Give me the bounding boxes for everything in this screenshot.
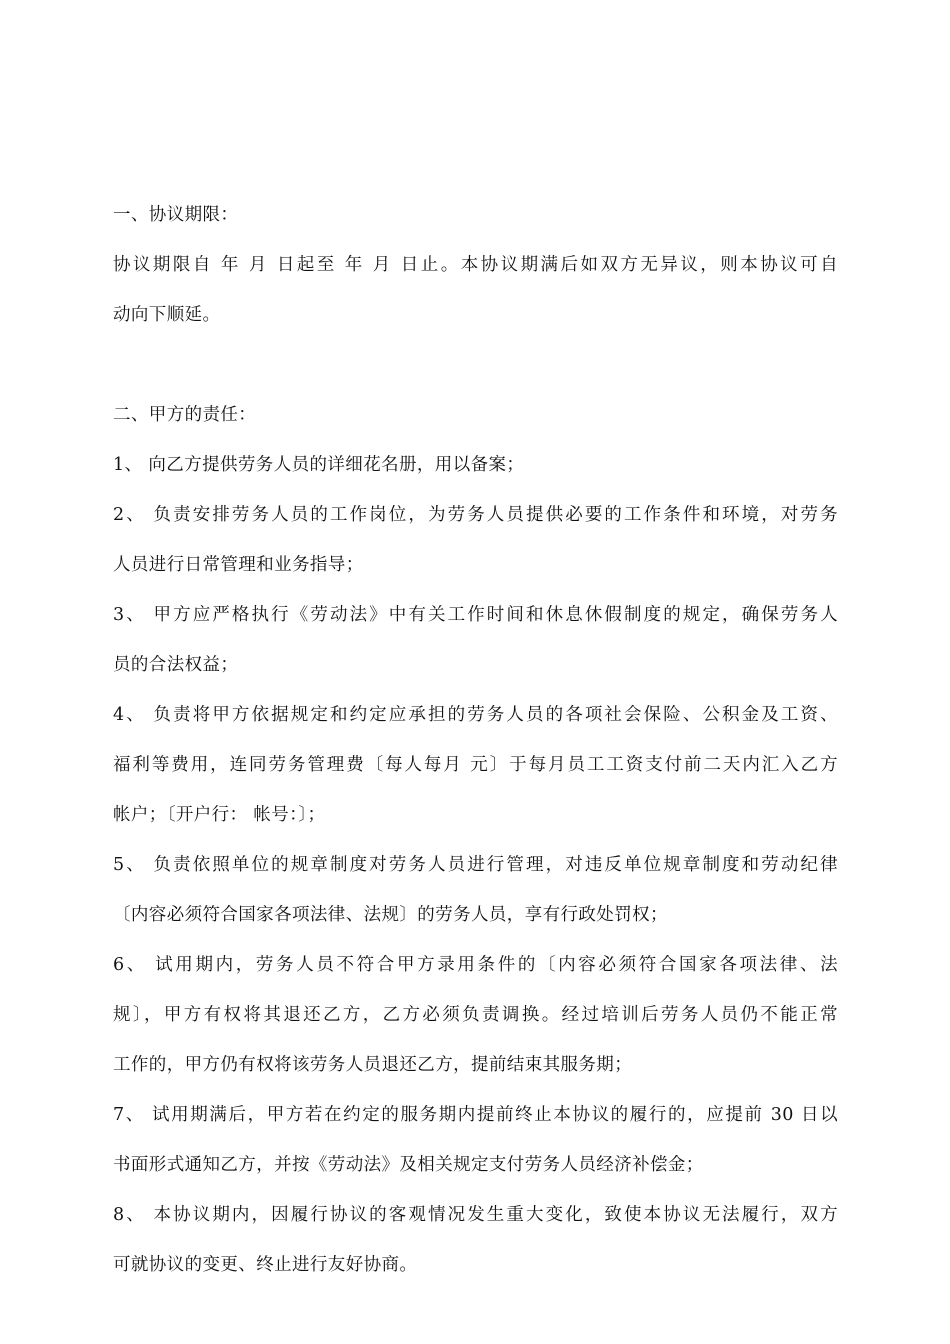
item-5-line-1: 5、 负责依照单位的规章制度对劳务人员进行管理，对违反单位规章制度和劳动纪律 (113, 855, 838, 875)
item-3-line-1: 3、 甲方应严格执行《劳动法》中有关工作时间和休息休假制度的规定，确保劳务人 (113, 605, 838, 625)
item-4-line-1: 4、 负责将甲方依据规定和约定应承担的劳务人员的各项社会保险、公积金及工资、 (113, 705, 838, 725)
item-2-line-2: 人员进行日常管理和业务指导； (113, 555, 364, 575)
section-1-heading: 一、协议期限： (113, 205, 239, 225)
item-6-line-2: 规〕，甲方有权将其退还乙方，乙方必须负责调换。经过培训后劳务人员仍不能正常 (113, 1005, 838, 1025)
item-3-line-2: 员的合法权益； (113, 655, 239, 675)
item-6-line-1: 6、 试用期内，劳务人员不符合甲方录用条件的〔内容必须符合国家各项法律、法 (113, 955, 838, 975)
item-7-line-2: 书面形式通知乙方，并按《劳动法》及相关规定支付劳务人员经济补偿金； (113, 1155, 704, 1175)
section-1-paragraph-line-1: 协议期限自 年 月 日起至 年 月 日止。本协议期满后如双方无异议，则本协议可自 (113, 255, 838, 275)
item-4-line-3: 帐户；〔开户行： 帐号：〕； (113, 805, 326, 825)
item-4-line-2: 福利等费用，连同劳务管理费〔每人每月 元〕于每月员工工资支付前二天内汇入乙方 (113, 755, 838, 775)
item-1-line-1: 1、 向乙方提供劳务人员的详细花名册，用以备案； (113, 455, 525, 475)
item-2-line-1: 2、 负责安排劳务人员的工作岗位，为劳务人员提供必要的工作条件和环境，对劳务 (113, 505, 838, 525)
item-7-line-1: 7、 试用期满后，甲方若在约定的服务期内提前终止本协议的履行的，应提前 30 日以 (113, 1105, 838, 1125)
item-8-line-2: 可就协议的变更、终止进行友好协商。 (113, 1255, 418, 1275)
section-2-heading: 二、甲方的责任： (113, 405, 257, 425)
item-5-line-2: 〔内容必须符合国家各项法律、法规〕的劳务人员，享有行政处罚权； (113, 905, 668, 925)
item-8-line-1: 8、 本协议期内，因履行协议的客观情况发生重大变化，致使本协议无法履行，双方 (113, 1205, 838, 1225)
section-1-paragraph-line-2: 动向下顺延。 (113, 305, 221, 325)
item-6-line-3: 工作的，甲方仍有权将该劳务人员退还乙方，提前结束其服务期； (113, 1055, 633, 1075)
